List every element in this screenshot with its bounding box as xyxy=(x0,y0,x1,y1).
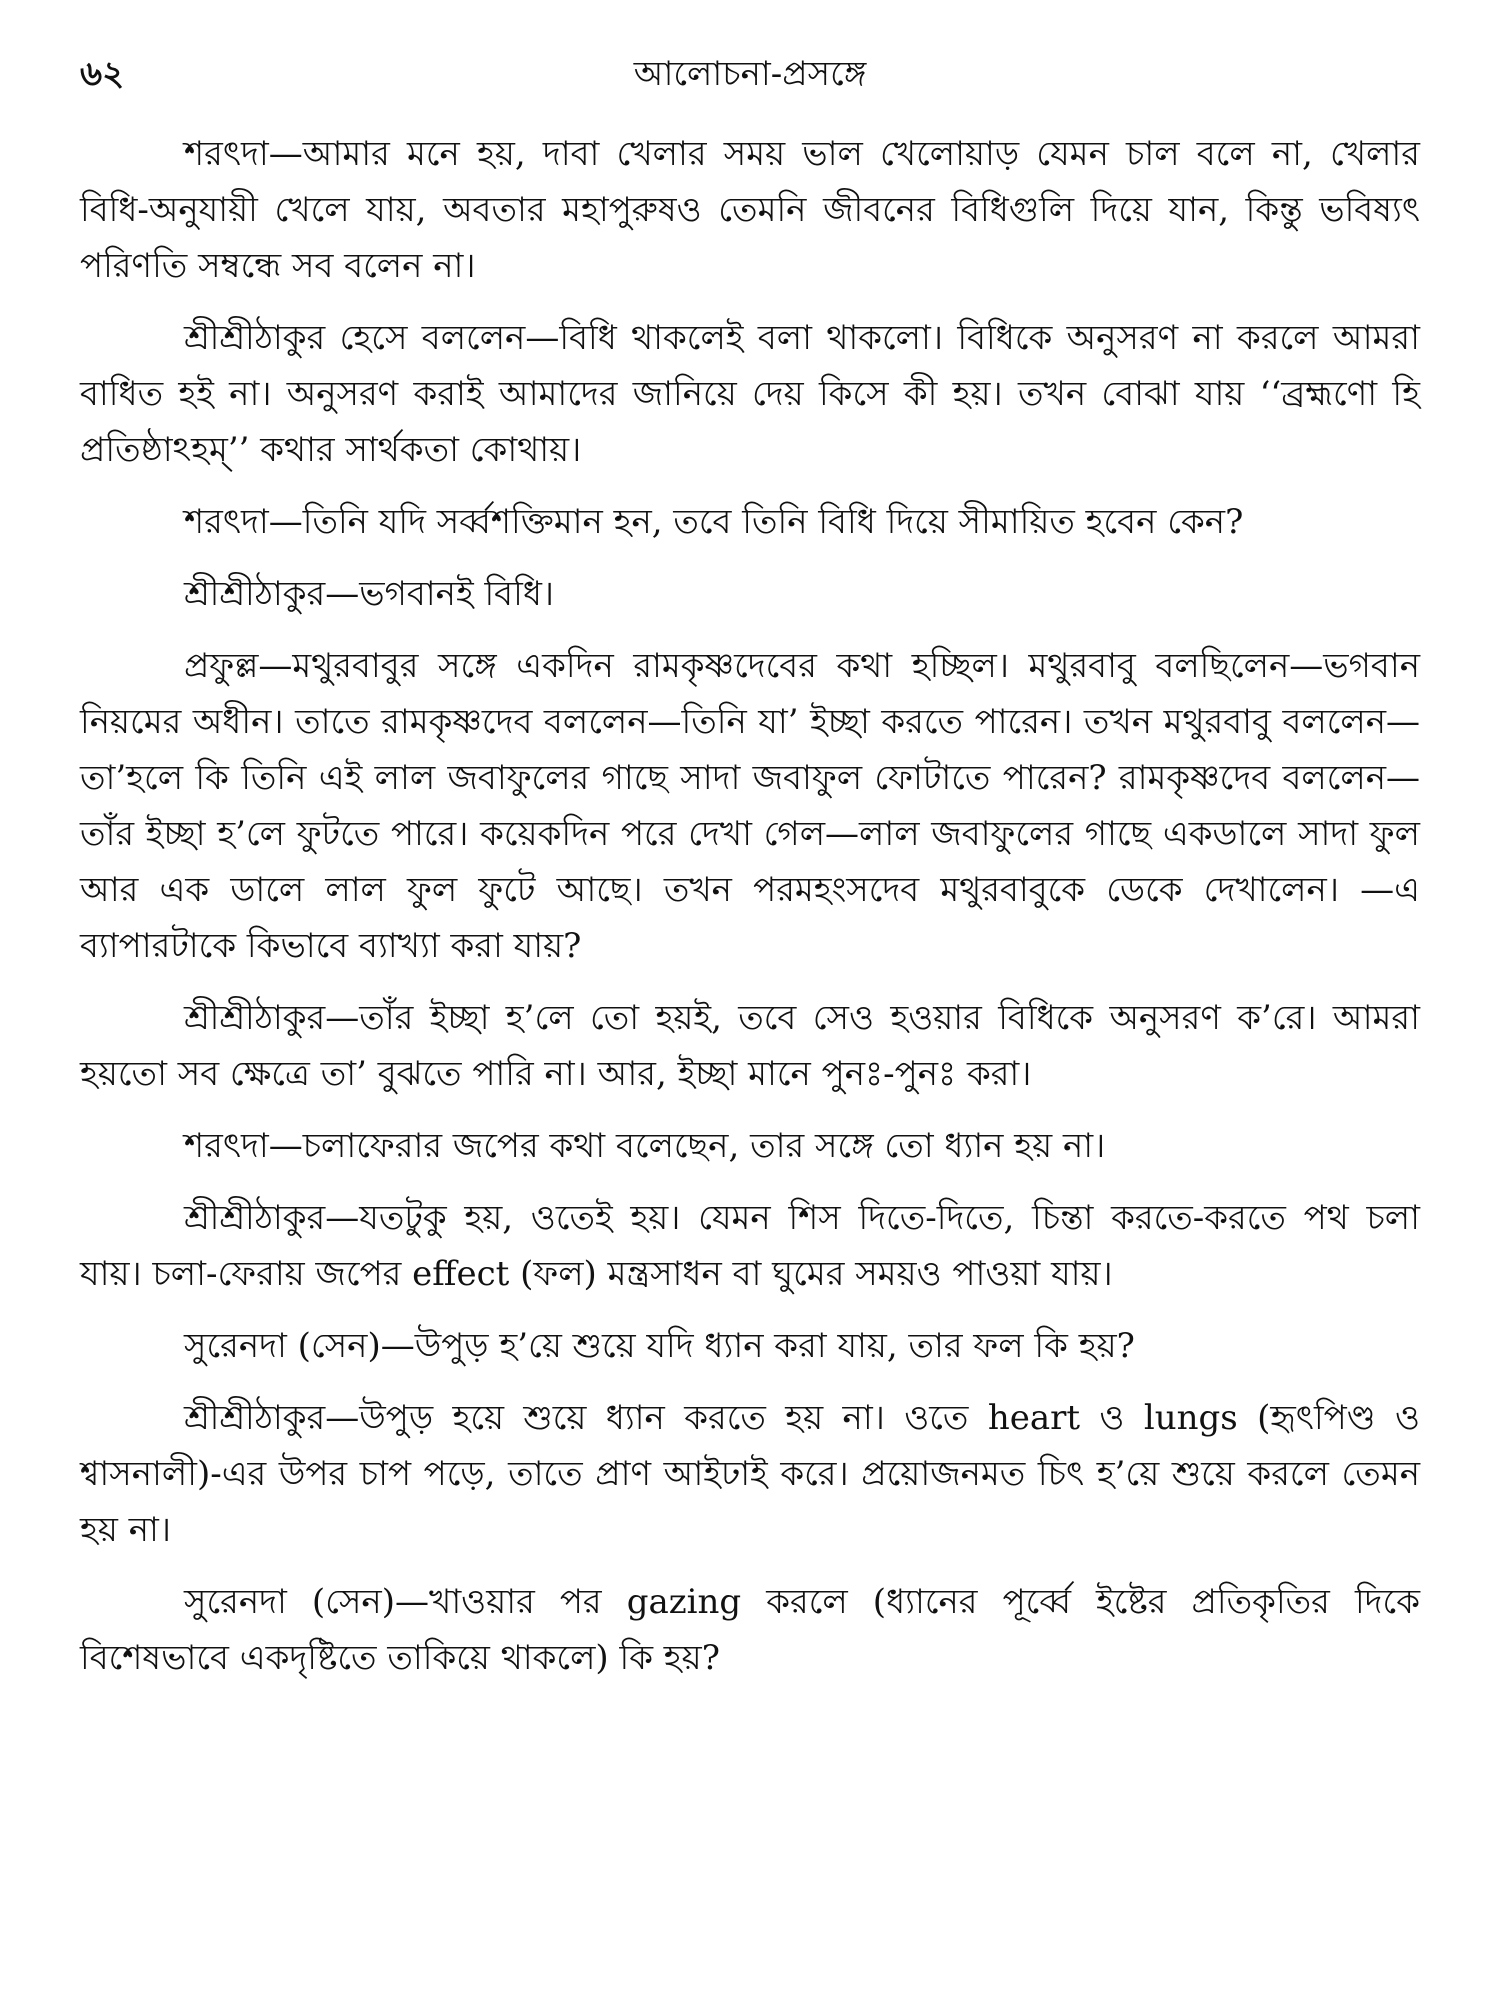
paragraph: প্রফুল্ল—মথুরবাবুর সঙ্গে একদিন রামকৃষ্ণদেবের কথা হচ্ছিল। মথুরবাবু বলছিলেন—ভগবান নিয়মের অধীন। তাতে রামকৃষ্ণদেব বললেন—তিনি যা’ ইচ্ছা করতে পারেন। তখন মথুরবাবু বললেন—তা’হলে কি তিনি এই লাল জবাফুলের গাছে সাদা জবাফুল ফোটাতে পারেন? রামকৃষ্ণদেব বললেন—তাঁর ইচ্ছা হ’লে ফুটতে পারে। কয়েকদিন পরে দেখা গেল—লাল জবাফুলের গাছে একডালে সাদা ফুল আর এক ডালে লাল ফুল ফুটে আছে। তখন পরমহংসদেব মথুরবাবুকে ডেকে দেখালেন। —এ ব্যাপারটাকে কিভাবে ব্যাখ্যা করা যায়? xyxy=(80,646,1420,966)
paragraph: শরৎদা—তিনি যদি সর্ব্বশক্তিমান হন, তবে তিনি বিধি দিয়ে সীমায়িত হবেন কেন? xyxy=(184,502,1244,542)
paragraph: শ্রীশ্রীঠাকুর—তাঁর ইচ্ছা হ’লে তো হয়ই, তবে সেও হওয়ার বিধিকে অনুসরণ ক’রে। আমরা হয়তো সব ক্ষেত্রে তা’ বুঝতে পারি না। আর, ইচ্ছা মানে পুনঃ-পুনঃ করা। xyxy=(80,998,1420,1094)
page-body xyxy=(80,126,1420,1686)
paragraph: সুরেনদা (সেন)—খাওয়ার পর gazing করলে (ধ্যানের পূর্ব্বে ইষ্টের প্রতিকৃতির দিকে বিশেষভাবে একদৃষ্টিতে তাকিয়ে থাকলে) কি হয়? xyxy=(80,1582,1420,1678)
paragraph: শ্রীশ্রীঠাকুর—যতটুকু হয়, ওতেই হয়। যেমন শিস দিতে-দিতে, চিন্তা করতে-করতে পথ চলা যায়। চলা-ফেরায় জপের effect (ফল) মন্ত্রসাধন বা ঘুমের সময়ও পাওয়া যায়। xyxy=(80,1198,1420,1294)
book-page xyxy=(80,40,1420,1960)
paragraph: সুরেনদা (সেন)—উপুড় হ’য়ে শুয়ে যদি ধ্যান করা যায়, তার ফল কি হয়? xyxy=(184,1326,1135,1366)
page-header xyxy=(80,40,1420,100)
paragraph: শরৎদা—আমার মনে হয়, দাবা খেলার সময় ভাল খেলোয়াড় যেমন চাল বলে না, খেলার বিধি-অনুযায়ী খেলে যায়, অবতার মহাপুরুষও তেমনি জীবনের বিধিগুলি দিয়ে যান, কিন্তু ভবিষ্যৎ পরিণতি সম্বন্ধে সব বলেন না। xyxy=(80,134,1420,286)
paragraph: শ্রীশ্রীঠাকুর—ভগবানই বিধি। xyxy=(184,574,555,614)
paragraph: শ্রীশ্রীঠাকুর হেসে বললেন—বিধি থাকলেই বলা থাকলো। বিধিকে অনুসরণ না করলে আমরা বাধিত হই না। অনুসরণ করাই আমাদের জানিয়ে দেয় কিসে কী হয়। তখন বোঝা যায় ‘‘ব্রহ্মণো হি প্রতিষ্ঠাঽহম্’’ কথার সার্থকতা কোথায়। xyxy=(80,318,1420,470)
paragraph: শ্রীশ্রীঠাকুর—উপুড় হয়ে শুয়ে ধ্যান করতে হয় না। ওতে heart ও lungs (হৃৎপিণ্ড ও শ্বাসনালী)-এর উপর চাপ পড়ে, তাতে প্রাণ আইঢাই করে। প্রয়োজনমত চিৎ হ’য়ে শুয়ে করলে তেমন হয় না। xyxy=(80,1398,1420,1550)
page-number: ৬২ xyxy=(80,54,125,94)
running-title: আলোচনা-প্রসঙ্গে xyxy=(633,54,867,94)
paragraph: শরৎদা—চলাফেরার জপের কথা বলেছেন, তার সঙ্গে তো ধ্যান হয় না। xyxy=(184,1126,1106,1166)
